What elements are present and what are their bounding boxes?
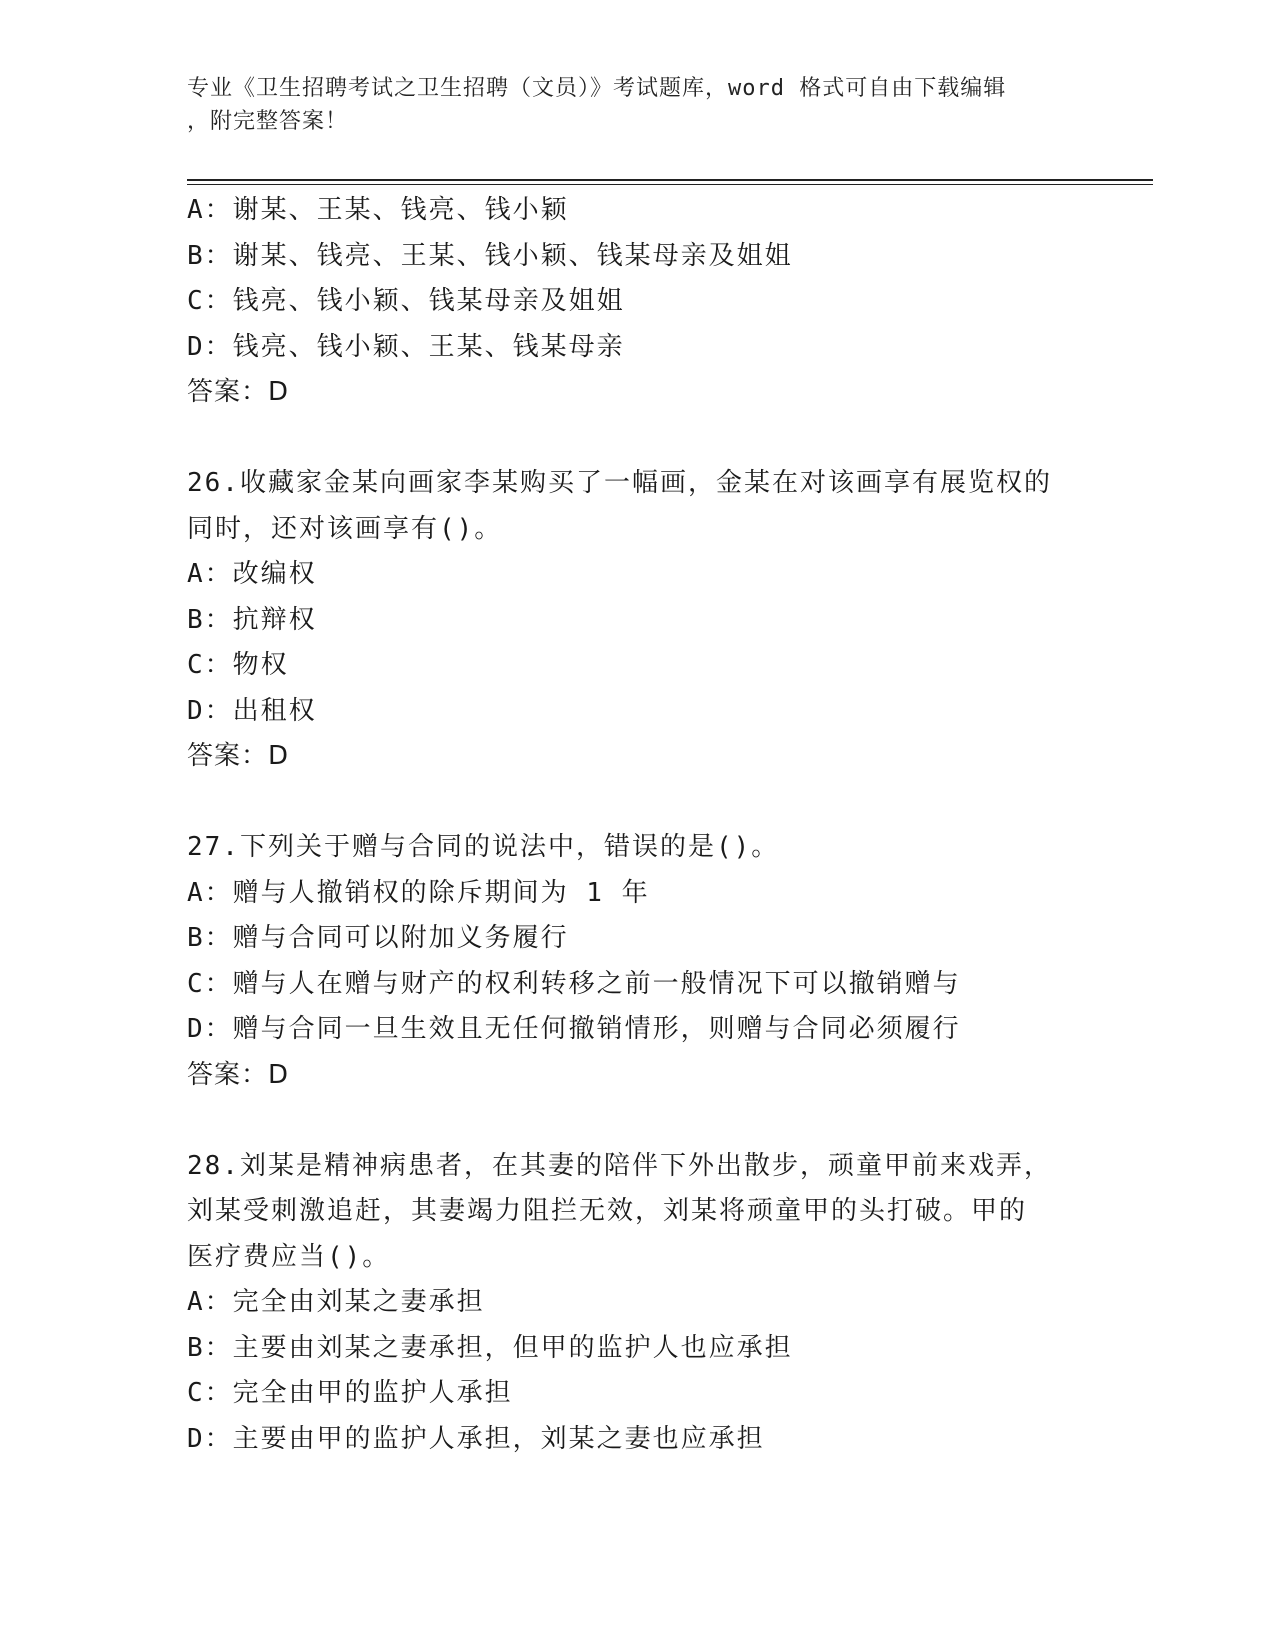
- document-header: [187, 72, 1067, 138]
- question-stem: 医疗费应当()。: [187, 1241, 391, 1272]
- question-stem: 28.刘某是精神病患者，在其妻的陪伴下外出散步，顽童甲前来戏弄，: [187, 1150, 1052, 1181]
- question-stem: 同时，还对该画享有()。: [187, 513, 503, 544]
- option-a: A：完全由刘某之妻承担: [187, 1287, 485, 1317]
- spacer: [187, 1098, 1087, 1144]
- spacer: [187, 416, 1087, 462]
- option-b: B：赠与合同可以附加义务履行: [187, 923, 569, 953]
- option-d: D：出租权: [187, 695, 317, 726]
- option-d: D：钱亮、钱小颖、王某、钱某母亲: [187, 331, 625, 362]
- option-a: A：赠与人撤销权的除斥期间为 1 年: [187, 877, 650, 908]
- question-28: [187, 1144, 1087, 1463]
- option-a: A：改编权: [187, 559, 317, 589]
- question-27: [187, 825, 1087, 1098]
- option-d: D：主要由甲的监护人承担，刘某之妻也应承担: [187, 1423, 765, 1454]
- question-stem: 刘某受刺激追赶，其妻竭力阻拦无效，刘某将顽童甲的头打破。甲的: [187, 1196, 1028, 1226]
- option-b: B：主要由刘某之妻承担，但甲的监护人也应承担: [187, 1332, 793, 1363]
- option-c: C：完全由甲的监护人承担: [187, 1378, 513, 1408]
- spacer: [187, 780, 1087, 826]
- question-list: [187, 188, 1087, 1462]
- question-25-continued: [187, 188, 1087, 416]
- option-b: B：抗辩权: [187, 604, 317, 635]
- header-divider-thick: [187, 179, 1153, 181]
- question-26: [187, 461, 1087, 780]
- header-line-1: 专业《卫生招聘考试之卫生招聘（文员）》考试题库，word 格式可自由下载编辑: [187, 76, 1007, 101]
- header-divider-thin: [187, 184, 1153, 185]
- answer-line: 答案：D: [187, 741, 290, 771]
- option-d: D：赠与合同一旦生效且无任何撤销情形，则赠与合同必须履行: [187, 1014, 961, 1044]
- question-stem: 27.下列关于赠与合同的说法中，错误的是()。: [187, 832, 780, 862]
- option-c: C：物权: [187, 650, 289, 680]
- option-b: B：谢某、钱亮、王某、钱小颖、钱某母亲及姐姐: [187, 240, 793, 271]
- option-c: C：钱亮、钱小颖、钱某母亲及姐姐: [187, 286, 625, 316]
- option-a: A：谢某、王某、钱亮、钱小颖: [187, 195, 569, 225]
- answer-line: 答案：D: [187, 1059, 290, 1090]
- answer-line: 答案：D: [187, 377, 290, 407]
- header-line-2: ，附完整答案！: [187, 109, 349, 134]
- option-c: C：赠与人在赠与财产的权利转移之前一般情况下可以撤销赠与: [187, 968, 961, 999]
- question-stem: 26.收藏家金某向画家李某购买了一幅画，金某在对该画享有展览权的: [187, 468, 1052, 498]
